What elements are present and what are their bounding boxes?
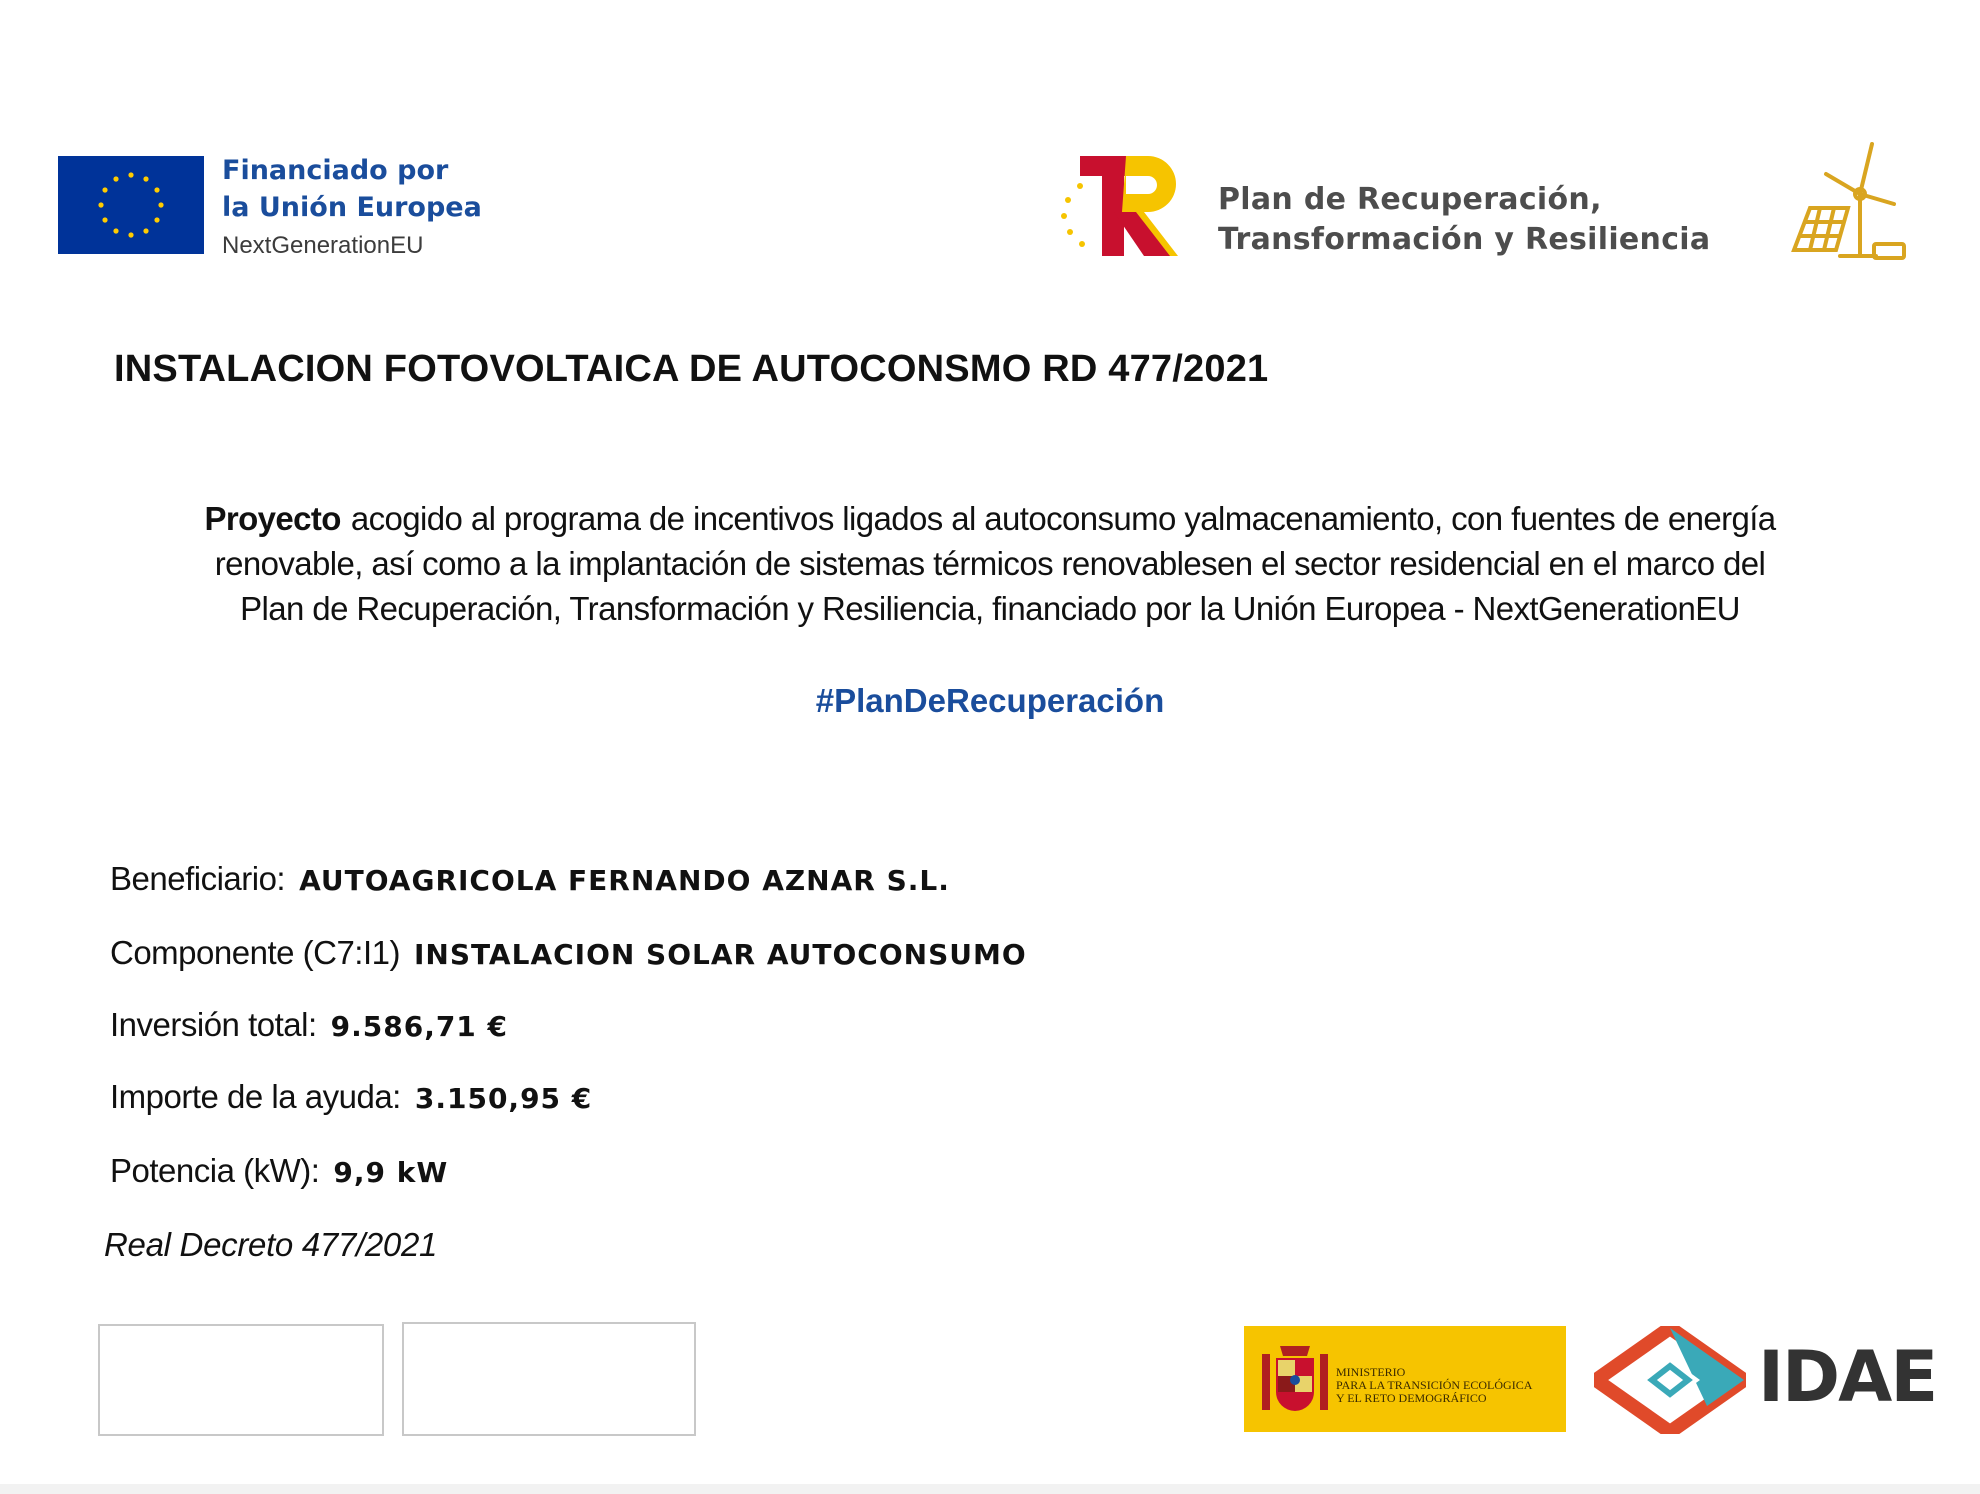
ministry-text bbox=[1336, 1366, 1532, 1405]
eu-line-2: la Unión Europea bbox=[222, 192, 482, 223]
eu-funding-text bbox=[222, 152, 482, 263]
beneficiary-label: Beneficiario: bbox=[110, 860, 286, 897]
beneficiary-value: AUTOAGRICOLA FERNANDO AZNAR S.L. bbox=[299, 864, 950, 897]
eu-stars bbox=[98, 172, 163, 237]
decree-reference: Real Decreto 477/2021 bbox=[104, 1226, 438, 1263]
component-value: INSTALACION SOLAR AUTOCONSUMO bbox=[413, 938, 1027, 971]
project-description bbox=[110, 496, 1870, 631]
aid-amount-value: 3.150,95 € bbox=[414, 1082, 593, 1115]
prtr-text bbox=[1218, 180, 1710, 260]
eu-flag-icon bbox=[58, 156, 204, 254]
prtr-logo-icon bbox=[1056, 150, 1188, 262]
power-label: Potencia (kW): bbox=[110, 1152, 320, 1189]
ministry-line-2: PARA LA TRANSICIÓN ECOLÓGICA bbox=[1336, 1378, 1533, 1392]
spain-coat-of-arms-icon bbox=[1258, 1340, 1332, 1420]
ministry-line-1: MINISTERIO bbox=[1336, 1365, 1406, 1379]
aid-amount-label: Importe de la ayuda: bbox=[110, 1078, 401, 1115]
bottom-edge bbox=[0, 1484, 1980, 1494]
ministry-logo bbox=[1244, 1326, 1566, 1432]
component-row bbox=[110, 934, 1027, 972]
hashtag: #PlanDeRecuperación bbox=[815, 682, 1165, 719]
idae-logo-text: IDAE bbox=[1758, 1336, 1937, 1418]
power-row bbox=[110, 1152, 448, 1190]
wind-solar-icon bbox=[1780, 138, 1910, 268]
prtr-line-1: Plan de Recuperación, bbox=[1218, 182, 1602, 217]
investment-row bbox=[110, 1006, 508, 1044]
document-title: INSTALACION FOTOVOLTAICA DE AUTOCONSMO RD 477/2021 bbox=[114, 348, 1269, 390]
description-line-2: renovable, así como a la implantación de sistemas térmicos renovablesen el sector residencial en el marco del bbox=[214, 545, 1766, 582]
eu-line-1: Financiado por bbox=[222, 155, 449, 186]
investment-label: Inversión total: bbox=[110, 1006, 317, 1043]
ministry-line-3: Y EL RETO DEMOGRÁFICO bbox=[1336, 1391, 1487, 1405]
description-text-1: acogido al programa de incentivos ligados al autoconsumo yalmacenamiento, con fuentes de energía bbox=[350, 500, 1776, 537]
aid-amount-row bbox=[110, 1078, 592, 1116]
power-value: 9,9 kW bbox=[333, 1156, 449, 1189]
description-line-1 bbox=[110, 496, 1870, 541]
prtr-line-2: Transformación y Resiliencia bbox=[1218, 222, 1711, 257]
eu-line-3: NextGenerationEU bbox=[222, 232, 424, 259]
idae-logo-icon bbox=[1594, 1326, 1746, 1434]
empty-box-left bbox=[98, 1324, 384, 1436]
description-lead: Proyecto bbox=[204, 500, 341, 537]
investment-value: 9.586,71 € bbox=[330, 1010, 509, 1043]
empty-box-right bbox=[402, 1322, 696, 1436]
description-line-3: Plan de Recuperación, Transformación y Resiliencia, financiado por la Unión Europea - NextGenerationEU bbox=[240, 590, 1740, 627]
component-label: Componente (C7:I1) bbox=[110, 934, 400, 971]
beneficiary-row bbox=[110, 860, 950, 898]
